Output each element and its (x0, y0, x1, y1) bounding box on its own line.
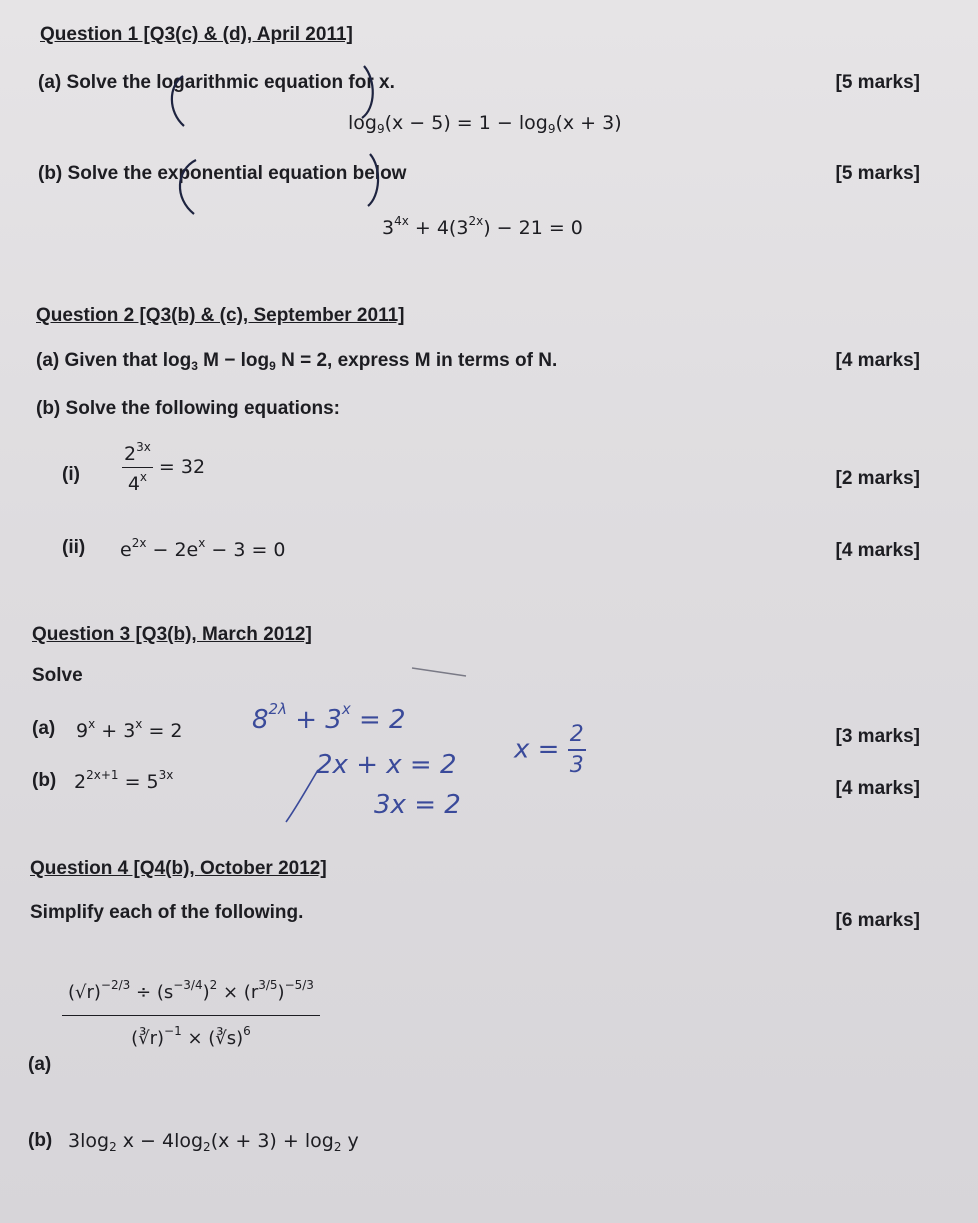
q2bi-rhs: = 32 (158, 456, 206, 478)
q4-title: Question 4 [Q4(b), October 2012] (30, 858, 327, 879)
q4b-t3: (x + 3) + log (210, 1130, 334, 1152)
pen-circle-left-2 (180, 160, 196, 214)
q1b-label: (b) (38, 163, 63, 184)
q3a-end: = 2 (142, 720, 183, 742)
q2a-sub1: 3 (191, 359, 198, 373)
pen-stroke-slash (286, 770, 318, 822)
q3a-marks: [3 marks] (835, 726, 920, 747)
q4a-n4-exp: 3/5 (258, 978, 278, 992)
hw1-exp2: x (341, 700, 351, 718)
q2bii-marks: [4 marks] (835, 540, 920, 561)
hw4-num: 2 (568, 722, 586, 751)
q2bi-num-exp: 3x (136, 440, 151, 454)
q4b-t1: 3log (68, 1130, 110, 1152)
q1b-marks: [5 marks] (835, 163, 920, 184)
handwritten-line-3: 3x = 2 (374, 790, 461, 820)
q3b-label: (b) (32, 770, 57, 791)
q3a-label: (a) (32, 718, 56, 739)
hw1-end: = 2 (350, 705, 406, 735)
q4a-n2-exp: −3/4 (173, 978, 203, 992)
pen-stroke-dash (412, 668, 466, 676)
q4a-label: (a) (28, 1054, 52, 1075)
q4a-n3-exp: 2 (209, 978, 218, 992)
q1b-eq-exp2: 2x (468, 214, 484, 228)
q4b-s2: 2 (203, 1140, 211, 1154)
q1a-eq-log: log (348, 112, 377, 134)
q4b-s3: 2 (333, 1140, 342, 1154)
q2a-text-2: M − log (197, 350, 270, 371)
q2a-label: (a) (36, 350, 60, 371)
q4a-n5-exp: −5/3 (284, 978, 314, 992)
q2bi-marks: [2 marks] (835, 468, 920, 489)
q1a-text-3: for x. (348, 72, 395, 93)
q3b-base: 2 (74, 771, 87, 793)
hw1-mid: + 3 (286, 705, 342, 735)
q2bi-den-base: 4 (127, 473, 140, 495)
q2b-text: Solve the following equations: (65, 398, 340, 419)
q3b-exp1: 2x+1 (86, 768, 119, 782)
q2bii-exp1: 2x (131, 536, 147, 550)
q1a-eq-mid: (x − 5) = 1 − log (384, 112, 548, 134)
q2bii-label: (ii) (62, 537, 86, 558)
q4a-n2: ÷ (s (130, 982, 174, 1003)
pen-circle-left-1 (172, 76, 184, 126)
q2a-sub2: 9 (269, 359, 276, 373)
q1a-eq-sub1: 9 (376, 122, 385, 136)
q3b-mid: = 5 (118, 771, 159, 793)
q1b-eq-exp1: 4x (394, 214, 409, 228)
q1b-text-3: below (352, 163, 407, 184)
q4b-t4: y (341, 1130, 359, 1152)
q2a-marks: [4 marks] (835, 350, 920, 371)
q1b-text-2: exponential equation (157, 163, 348, 184)
pen-circle-right-1 (362, 66, 373, 118)
q4b-label: (b) (28, 1130, 53, 1151)
q1b-eq-base: 3 (382, 217, 395, 239)
q2bii-exp2: x (198, 536, 206, 550)
q2-title: Question 2 [Q3(b) & (c), September 2011] (36, 305, 405, 326)
q4b-t2: x − 4log (116, 1130, 204, 1152)
q1b-eq-mid: + 4(3 (408, 217, 469, 239)
q1b-eq-end: ) − 21 = 0 (483, 217, 583, 239)
q4-marks: [6 marks] (835, 910, 920, 931)
hw1-base: 8 (252, 705, 269, 735)
q4-text: Simplify each of the following. (30, 902, 304, 923)
q2bii-mid: − 2e (146, 539, 199, 561)
hw4-den: 3 (569, 753, 584, 778)
q2bi-label: (i) (62, 464, 80, 485)
q2b-label: (b) (36, 398, 61, 419)
q1a-marks: [5 marks] (835, 72, 920, 93)
q3-title: Question 3 [Q3(b), March 2012] (32, 624, 312, 645)
q1a-eq-sub2: 9 (547, 122, 556, 136)
q3-solve: Solve (32, 665, 83, 686)
q4b-s1: 2 (109, 1140, 117, 1154)
q1a-text-1: Solve the (66, 72, 151, 93)
q4a-d2: × (∛s) (181, 1028, 244, 1049)
q4a-n5: ) (277, 982, 285, 1003)
q1a-label: (a) (38, 72, 62, 93)
q2bii-end: − 3 = 0 (205, 539, 286, 561)
q4a-d2-exp: 6 (243, 1024, 251, 1038)
q3a-exp1: x (88, 717, 96, 731)
q1a-text-2: logarithmic equation (156, 72, 344, 93)
pen-circle-right-2 (368, 154, 378, 206)
q1a-eq-end: (x + 3) (555, 112, 622, 134)
q3b-marks: [4 marks] (835, 778, 920, 799)
q3a-base: 9 (76, 720, 89, 742)
q4a-n1: (√r) (68, 982, 101, 1003)
hw4-lhs: x = (514, 734, 560, 765)
q4a-n3: ) (202, 982, 210, 1003)
q4a-n4: × (r (217, 982, 259, 1003)
handwritten-line-2: 2x + x = 2 (316, 750, 457, 780)
q2a-text-3: N = 2, express M in terms of N. (275, 350, 558, 371)
q2bi-num-base: 2 (124, 443, 137, 465)
q2bii-base: e (120, 539, 132, 561)
q4a-d1: (∛r) (131, 1028, 165, 1049)
q3b-exp2: 3x (158, 768, 174, 782)
q1-title: Question 1 [Q3(c) & (d), April 2011] (40, 24, 353, 45)
q3a-exp2: x (135, 717, 143, 731)
hw1-exp: 2λ (268, 700, 287, 718)
q1b-text-1: Solve the (67, 163, 153, 184)
q2bi-den-exp: x (139, 470, 148, 484)
q2a-text-1: Given that log (64, 350, 192, 371)
q3a-mid: + 3 (95, 720, 136, 742)
q4a-n1-exp: −2/3 (100, 978, 131, 992)
q4a-d1-exp: −1 (164, 1024, 182, 1038)
